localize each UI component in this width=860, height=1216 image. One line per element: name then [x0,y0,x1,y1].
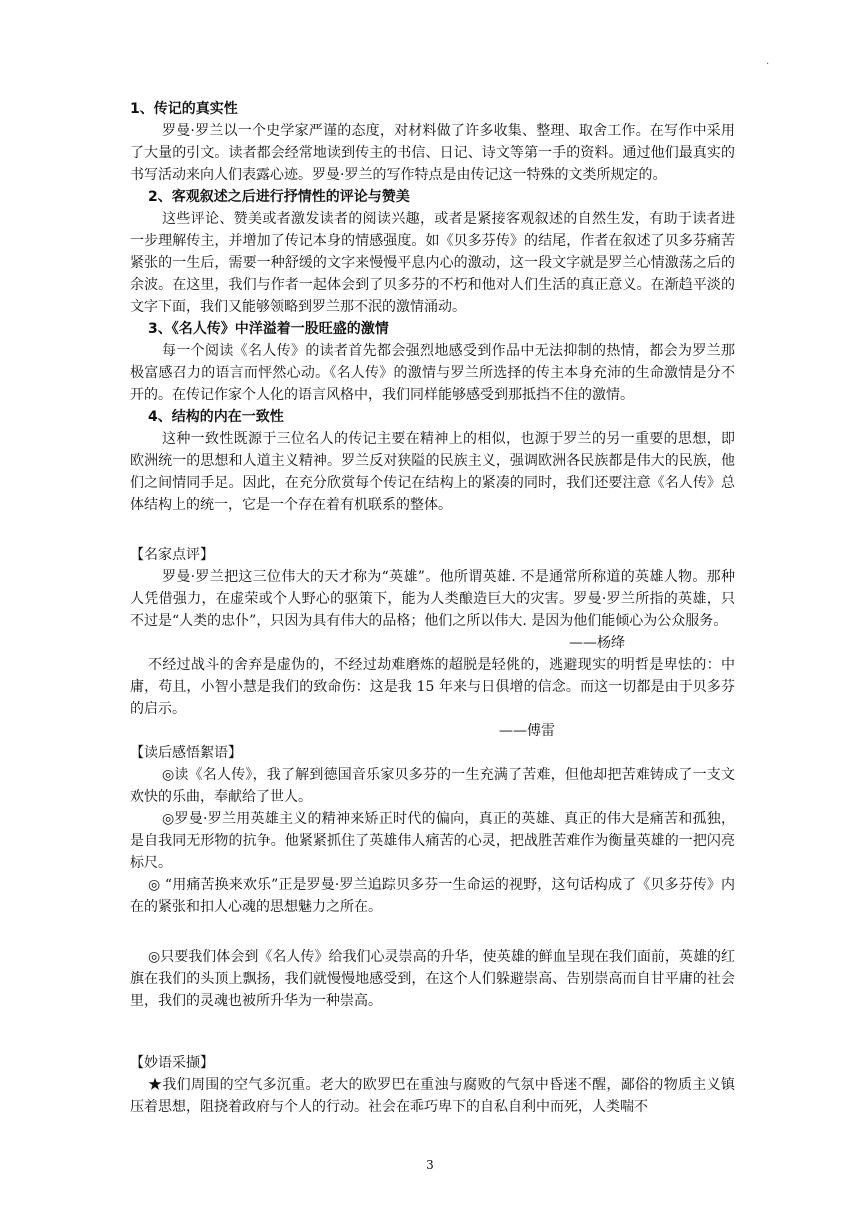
section-title-quotes: 【妙语采撷】 [130,1055,214,1071]
page-dot: . [766,56,770,67]
paragraph-authenticity: 罗曼·罗兰以一个史学家严谨的态度，对材料做了许多收集、整理、取舍工作。在写作中采用了大量的引文。读者都会经常地读到传主的书信、日记、诗文等第一手的资料。通过他们最真实的书写活动来向人们表露心迹。罗曼·罗兰的写作特点是由传记这一特殊的文类所规定的。 [130,123,735,183]
document-body [130,98,735,1118]
quote-excerpt: ★我们周围的空气多沉重。老大的欧罗巴在重浊与腐败的气氛中昏迷不醒，鄙俗的物质主义镇压着思想，阻挠着政府与个人的行动。社会在乖巧卑下的自私自利中而死，人类喘不 [130,1077,735,1115]
reflection-1: ◎读《名人传》，我了解到德国音乐家贝多芬的一生充满了苦难，但他却把苦难铸成了一支文欢快的乐曲，奉献给了世人。 [130,767,735,805]
reflection-3: ◎ “用痛苦换来欢乐”正是罗曼·罗兰追踪贝多芬一生命运的视野，这句话构成了《贝多芬传》内在的紧张和扣人心魂的思想魅力之所在。 [130,877,735,915]
quote-yang-jiang: 罗曼·罗兰把这三位伟大的天才称为“英雄”。他所谓英雄. 不是通常所称道的英雄人物。那种人凭借强力，在虚荣或个人野心的驱策下，能为人类酿造巨大的灾害。罗曼·罗兰所指的英雄，只不过是“人类的忠仆”，只因为具有伟大的品格；他们之所以伟大. 是因为他们能倾心为公众服务。 [130,569,735,629]
quote-author-fu-lei: ——傅雷 [499,723,555,739]
paragraph-lyrical-commentary: 这些评论、赞美或者激发读者的阅读兴趣，或者是紧接客观叙述的自然生发，有助于读者进一步理解传主，并增加了传记本身的情感强度。如《贝多芬传》的结尾，作者在叙述了贝多芬痛苦紧张的一生后，需要一种舒缓的文字来慢慢平息内心的激动，这一段文字就是罗兰心情激荡之后的余波。在这里，我们与作者一起体会到了贝多芬的不朽和他对人们生活的真正意义。在渐趋平淡的文字下面，我们又能够领略到罗兰那不泯的激情涌动。 [130,211,735,315]
reflection-2: ◎罗曼·罗兰用英雄主义的精神来矫正时代的偏向，真正的英雄、真正的伟大是痛苦和孤独，是自我同无形物的抗争。他紧紧抓住了英雄伟人痛苦的心灵，把战胜苦难作为衡量英雄的一把闪亮标尺。 [130,811,735,871]
heading-structure: 4、结构的内在一致性 [148,409,284,425]
section-title-reflections: 【读后感悟絮语】 [130,745,242,761]
section-title-critics: 【名家点评】 [130,547,214,563]
quote-fu-lei: 不经过战斗的舍弃是虚伪的，不经过劫难磨炼的超脱是轻佻的，逃避现实的明哲是卑怯的：中庸，苟且，小智小慧是我们的致命伤：这是我 15 年来与日俱增的信念。而这一切都是由于贝多芬的启示。 [130,657,735,717]
page-number: 3 [426,1158,434,1172]
heading-authenticity: 1、传记的真实性 [130,101,238,117]
heading-passion: 3、《名人传》中洋溢着一股旺盛的激情 [148,321,389,337]
quote-author-yang-jiang: ——杨绛 [569,635,625,651]
paragraph-passion: 每一个阅读《名人传》的读者首先都会强烈地感受到作品中无法抑制的热情，都会为罗兰那极富感召力的语言而怦然心动。《名人传》的激情与罗兰所选择的传主本身充沛的生命激情是分不开的。在传记作家个人化的语言风格中，我们同样能够感受到那抵挡不住的激情。 [130,343,735,403]
paragraph-structure: 这种一致性既源于三位名人的传记主要在精神上的相似，也源于罗兰的另一重要的思想，即欧洲统一的思想和人道主义精神。罗兰反对狭隘的民族主义，强调欧洲各民族都是伟大的民族，他们之间情同手足。因此，在充分欣赏每个传记在结构上的紧凑的同时，我们还要注意《名人传》总体结构上的统一，它是一个存在着有机联系的整体。 [130,431,735,513]
heading-lyrical-commentary: 2、客观叙述之后进行抒情性的评论与赞美 [148,189,410,205]
reflection-4: ◎只要我们体会到《名人传》给我们心灵崇高的升华，使英雄的鲜血呈现在我们面前，英雄的红旗在我们的头顶上飘扬，我们就慢慢地感受到，在这个人们躲避崇高、告别崇高而自甘平庸的社会里，我们的灵魂也被所升华为一种崇高。 [130,949,735,1009]
